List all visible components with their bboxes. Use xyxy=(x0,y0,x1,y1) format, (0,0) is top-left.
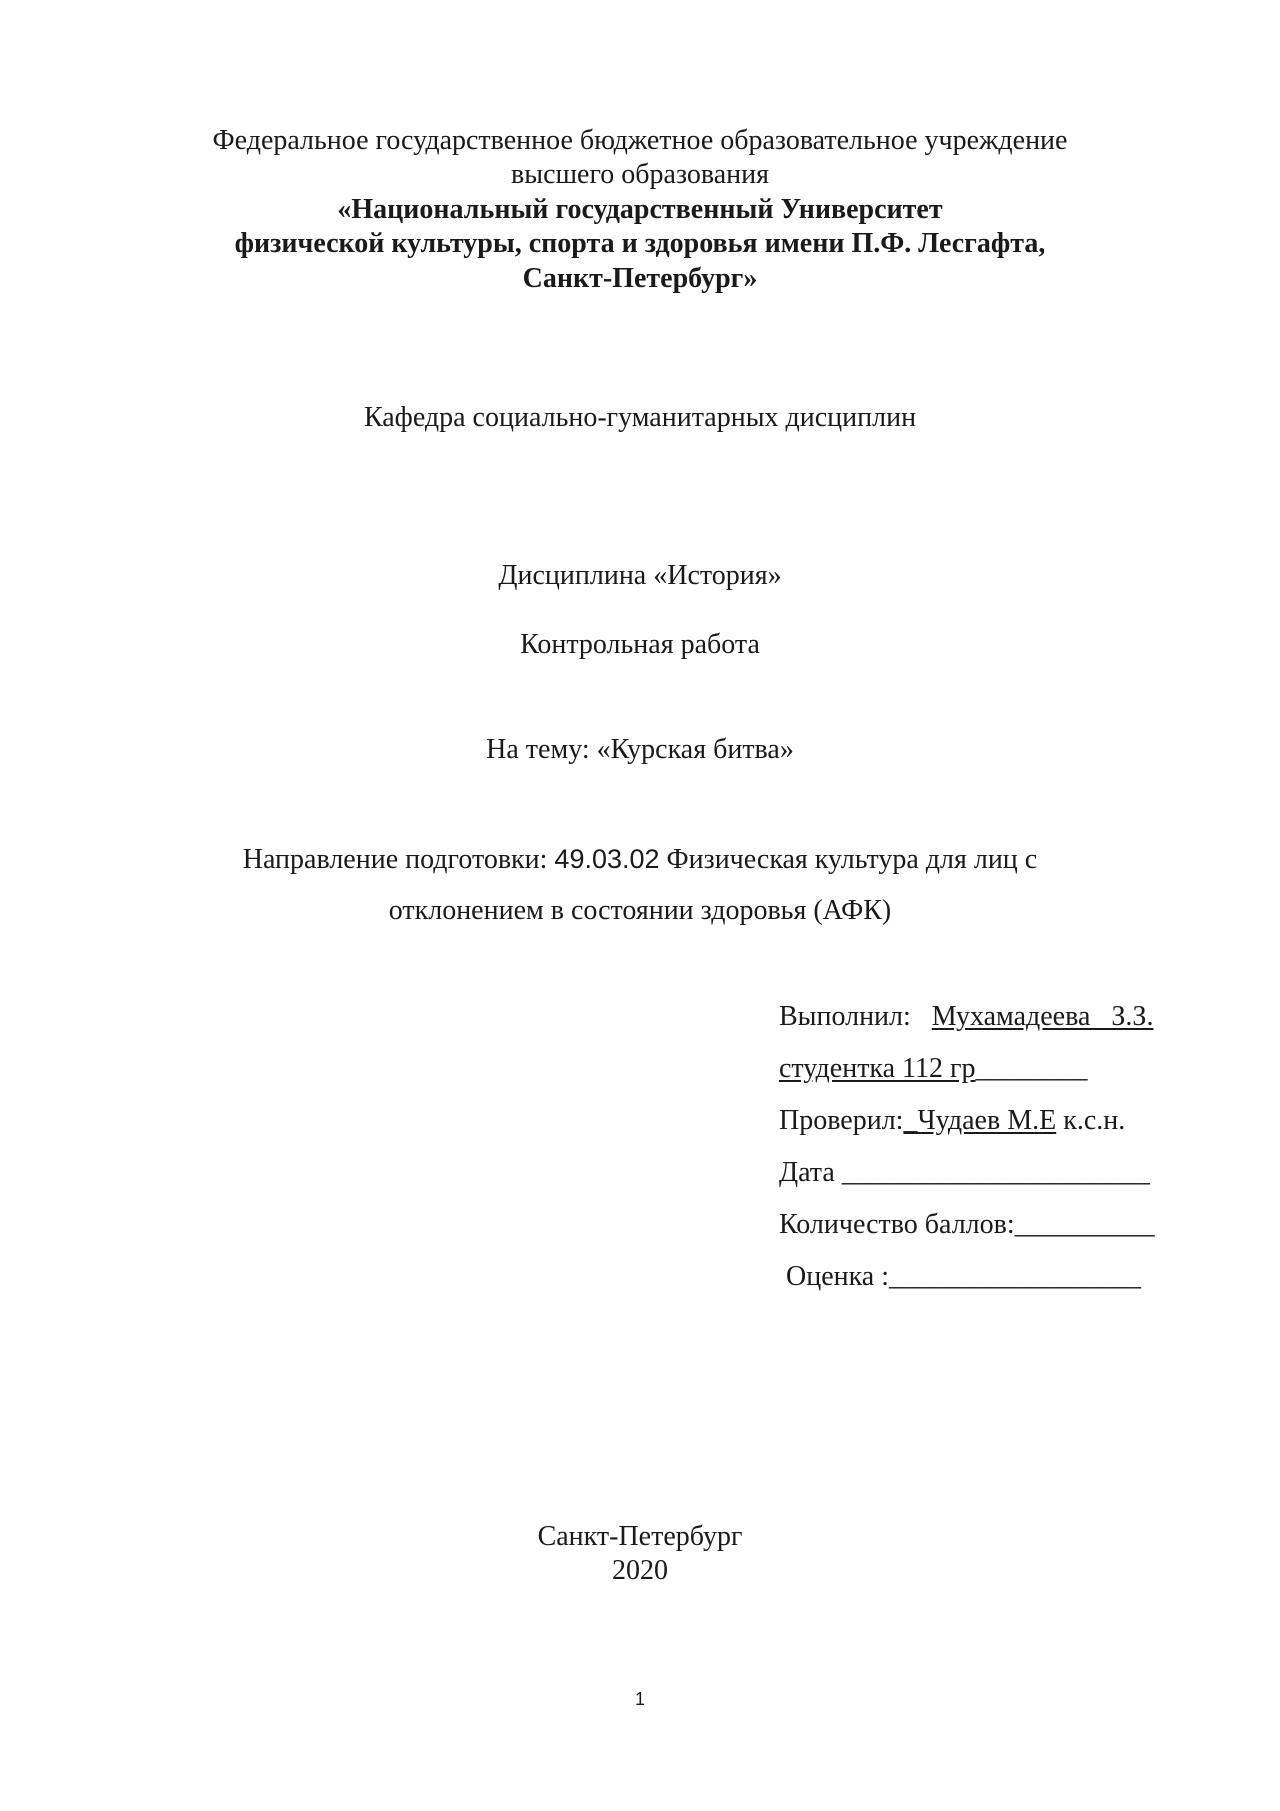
checked-label: Проверил: xyxy=(779,1105,904,1136)
education-level-line: высшего образования xyxy=(511,159,769,190)
discipline-title: Дисциплина «История» xyxy=(498,560,782,591)
points-label: Количество баллов: xyxy=(779,1209,1015,1240)
grade-row xyxy=(779,1260,1141,1294)
date-row xyxy=(779,1156,1150,1190)
points-row xyxy=(779,1208,1155,1242)
university-name-line-2: физической культуры, спорта и здоровья имени П.Ф. Лесгафта, xyxy=(234,228,1046,259)
direction-line-2: отклонением в состоянии здоровья (АФК) xyxy=(388,895,892,926)
direction-code: 49.03.02 xyxy=(554,844,660,874)
footer-city: Санкт-Петербург xyxy=(537,1521,743,1552)
performed-name: Мухамадеева З.З. xyxy=(931,1001,1154,1032)
performed-row xyxy=(779,1000,1153,1034)
grade-label: Оценка : xyxy=(779,1261,890,1292)
department-title: Кафедра социально-гуманитарных дисциплин xyxy=(363,402,917,433)
points-blank: __________ xyxy=(1014,1209,1155,1240)
performed-label: Выполнил: xyxy=(779,1001,932,1032)
page-number: 1 xyxy=(634,1689,645,1709)
grade-blank: __________________ xyxy=(889,1261,1142,1292)
university-city-line: Санкт-Петербург» xyxy=(522,263,758,294)
date-blank: ______________________ xyxy=(841,1157,1150,1188)
university-name-line-1: «Национальный государственный Университет xyxy=(337,194,943,225)
direction-label: Направление подготовки: xyxy=(242,844,555,875)
student-group-row xyxy=(779,1052,1087,1086)
direction-name-part: Физическая культура для лиц с xyxy=(659,844,1038,875)
checked-degree: к.с.н. xyxy=(1056,1105,1126,1136)
student-group-blank: ________ xyxy=(975,1053,1088,1084)
direction-line-1 xyxy=(0,842,1280,877)
checked-row xyxy=(779,1104,1125,1138)
student-group: студентка 112 гр xyxy=(779,1053,976,1084)
checked-name: _Чудаев М.Е xyxy=(903,1105,1057,1136)
institution-type-line: Федеральное государственное бюджетное образовательное учреждение xyxy=(212,125,1068,156)
footer-year: 2020 xyxy=(612,1555,668,1586)
work-type-title: Контрольная работа xyxy=(520,629,760,660)
topic-title: На тему: «Курская битва» xyxy=(486,734,794,765)
date-label: Дата xyxy=(779,1157,842,1188)
